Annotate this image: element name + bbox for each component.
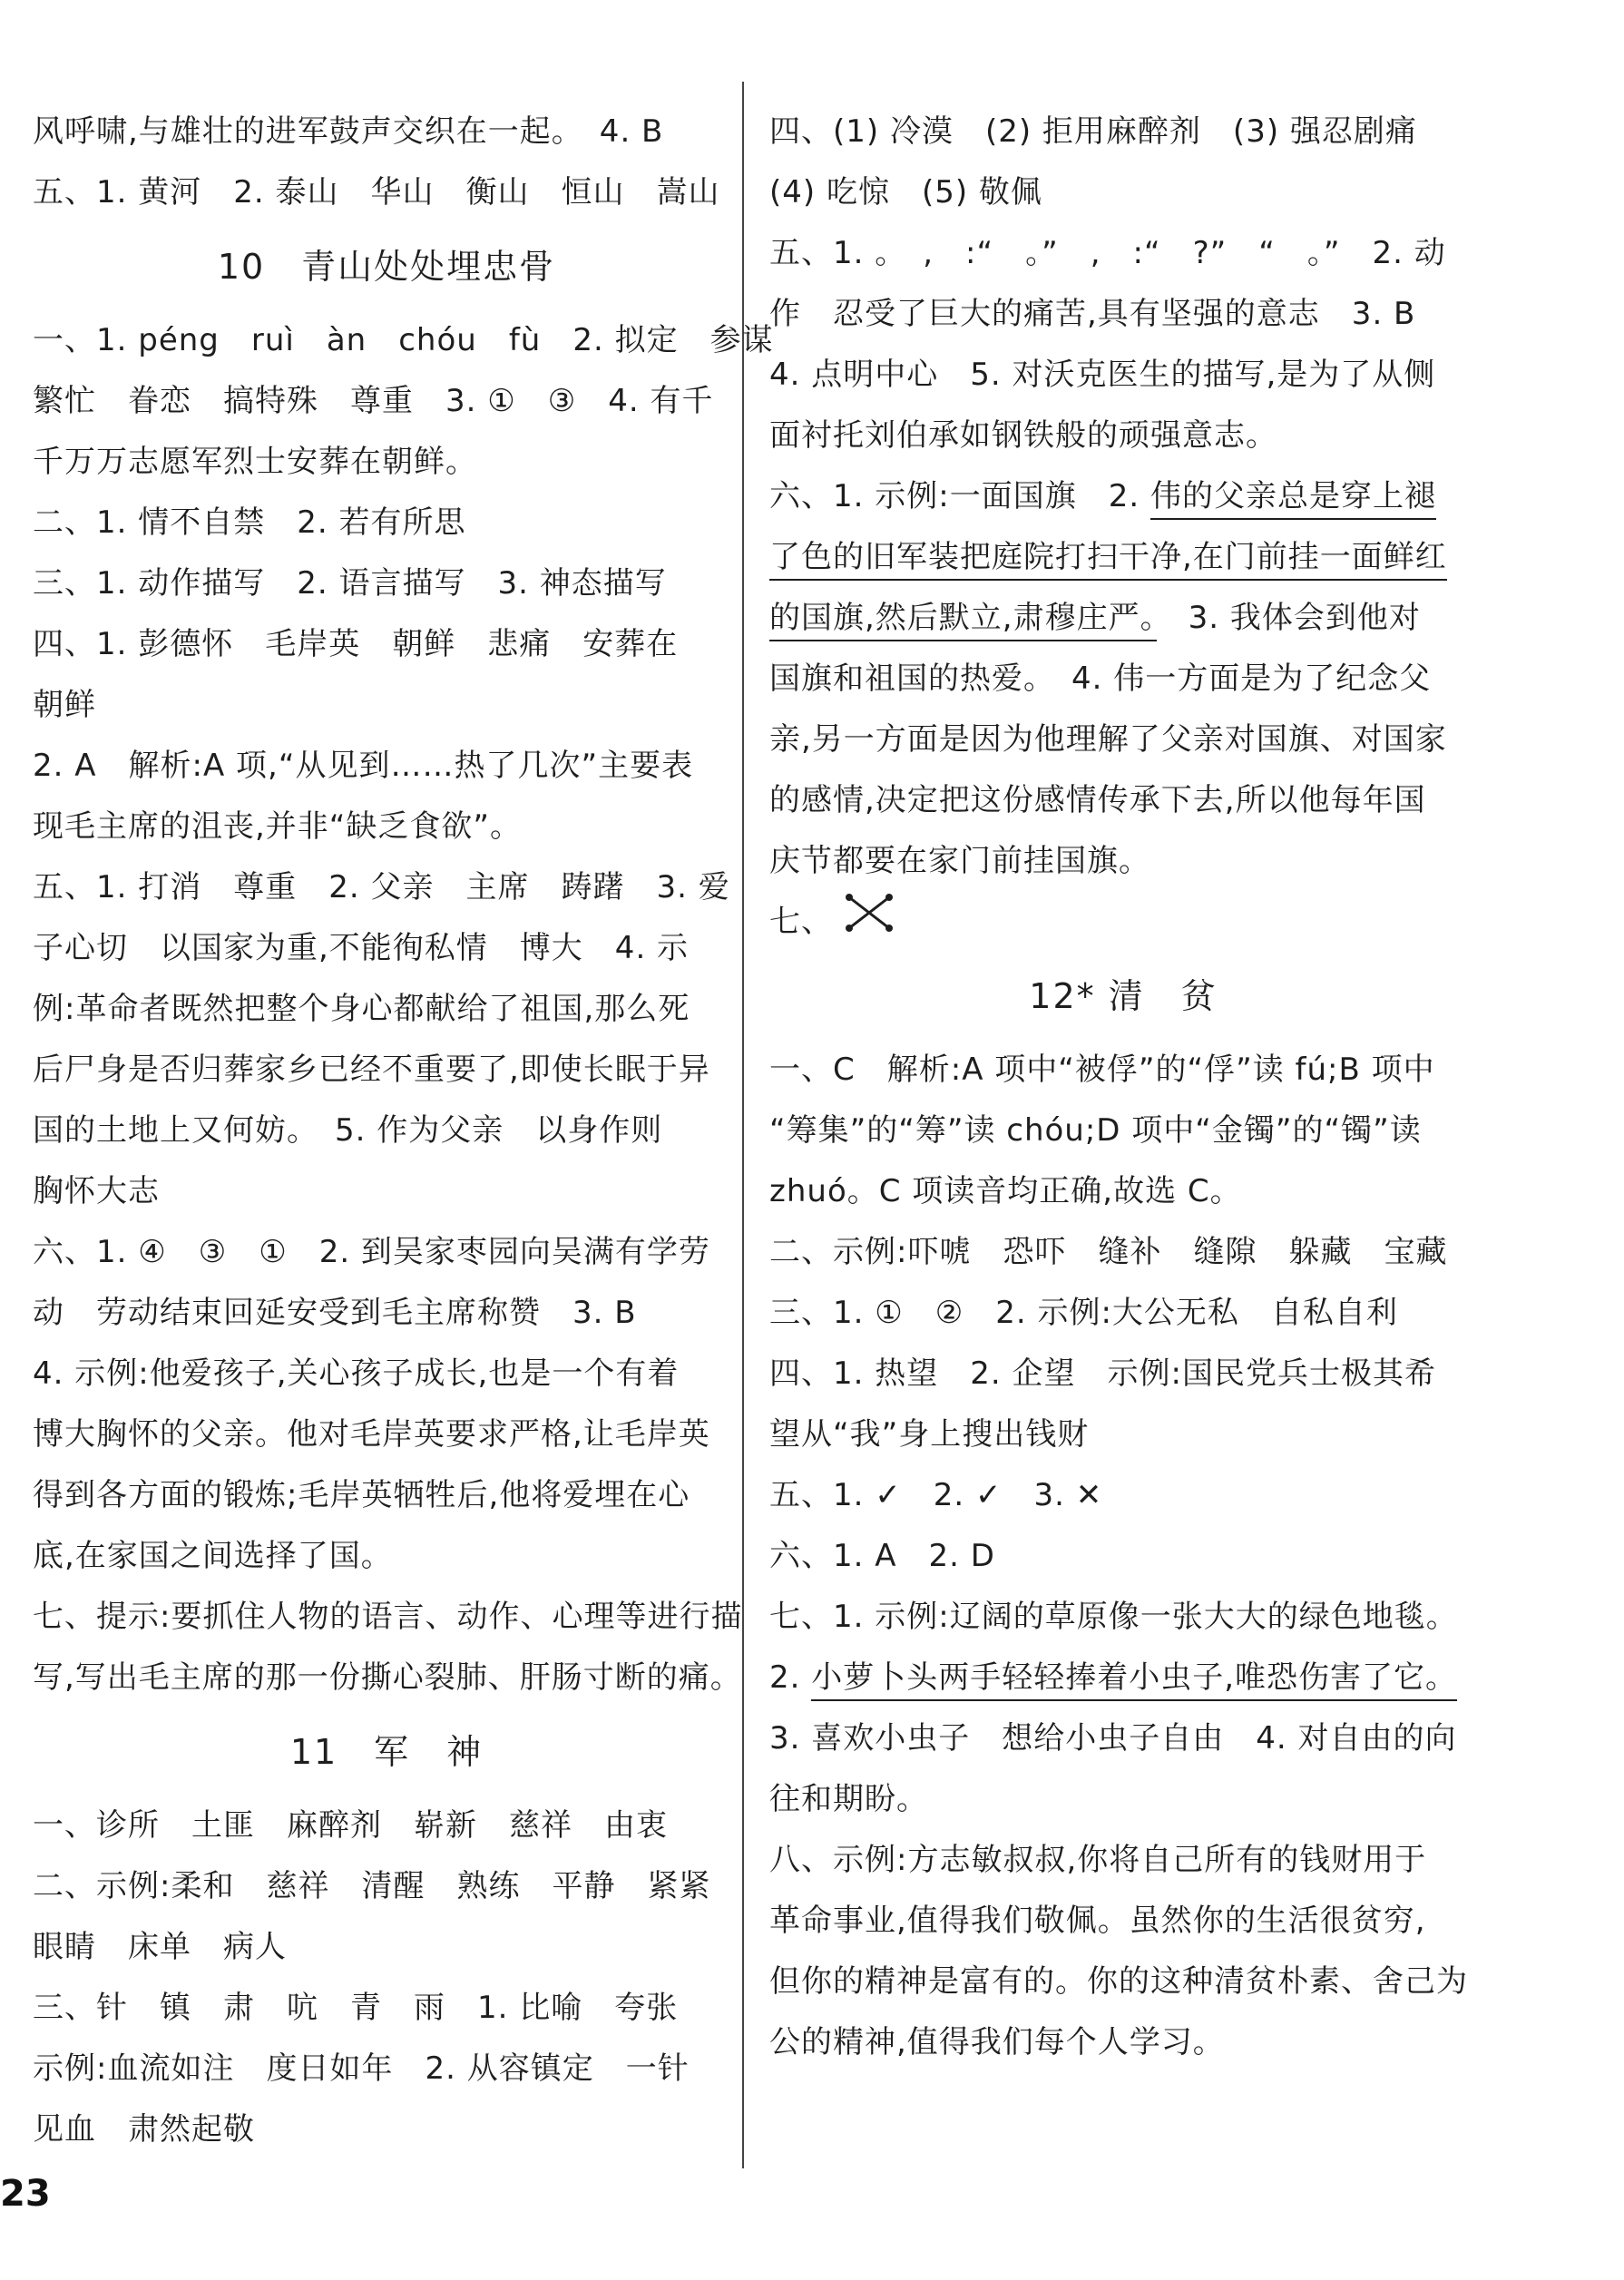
text-line: 国的土地上又何妨。 5. 作为父亲 以身作则 <box>33 1112 663 1149</box>
text-line: 五、1. 黄河 2. 泰山 华山 衡山 恒山 嵩山 <box>33 174 720 210</box>
text-line: 千万万志愿军烈士安葬在朝鲜。 <box>33 444 477 480</box>
answer-prefix: 2. <box>769 1659 812 1696</box>
text-line <box>769 588 1477 649</box>
text-line: 国旗和祖国的热爱。 4. 伟一方面是为了纪念父 <box>769 661 1432 697</box>
text-line: (4) 吃惊 (5) 敬佩 <box>769 174 1042 210</box>
text-line <box>769 1648 1477 1708</box>
text-line: 三、针 镇 肃 吭 青 雨 1. 比喻 夸张 <box>33 1990 679 2026</box>
text-line: zhuó。C 项读音均正确,故选 C。 <box>769 1173 1242 1209</box>
text-line: 4. 点明中心 5. 对沃克医生的描写,是为了从侧 <box>769 357 1436 393</box>
text-line: 二、示例:吓唬 恐吓 缝补 缝隙 躲藏 宝藏 <box>769 1234 1448 1270</box>
text-line: 得到各方面的锻炼;毛岸英牺牲后,他将爱埋在心 <box>33 1477 690 1513</box>
underlined-sentence: 伟的父亲总是穿上褪 <box>1150 478 1436 520</box>
text-line: 一、C 解析:A 项中“被俘”的“俘”读 fú;B 项中 <box>769 1052 1435 1088</box>
lesson-12-title: 12* 清 贫 <box>1029 976 1218 1016</box>
text-line: 五、1. 打消 尊重 2. 父亲 主席 踌躇 3. 爱 <box>33 869 730 905</box>
text-line: 五、1. 。 , :“ 。” , :“ ?” “ 。” 2. 动 <box>769 235 1446 271</box>
text-line: 革命事业,值得我们敬佩。虽然你的生活很贫穷, <box>769 1903 1426 1939</box>
underlined-sentence: 了色的旧军装把庭院打扫干净,在门前挂一面鲜红 <box>769 539 1447 581</box>
text-line: 例:革命者既然把整个身心都献给了祖国,那么死 <box>33 991 690 1027</box>
text-line: 博大胸怀的父亲。他对毛岸英要求严格,让毛岸英 <box>33 1416 710 1453</box>
text-line: 五、1. ✓ 2. ✓ 3. ✕ <box>769 1477 1103 1513</box>
text-line: 亲,另一方面是因为他理解了父亲对国旗、对国家 <box>769 721 1447 758</box>
text-line: 一、1. péng ruì àn chóu fù 2. 拟定 参谋 <box>33 322 774 358</box>
text-line: 的感情,决定把这份感情传承下去,所以他每年国 <box>769 782 1426 818</box>
text-line: 三、1. ① ② 2. 示例:大公无私 自私自利 <box>769 1295 1398 1331</box>
text-line: 作 忍受了巨大的痛苦,具有坚强的意志 3. B <box>769 296 1416 332</box>
text-line: 三、1. 动作描写 2. 语言描写 3. 神态描写 <box>33 565 667 602</box>
text-line <box>769 892 1477 953</box>
lesson-10-title: 10 青山处处埋忠骨 <box>217 247 556 287</box>
text-line: 六、1. A 2. D <box>769 1538 995 1574</box>
text-line: 4. 示例:他爱孩子,关心孩子成长,也是一个有着 <box>33 1355 680 1392</box>
text-line: 风呼啸,与雄壮的进军鼓声交织在一起。 4. B <box>33 113 664 150</box>
text-line: 示例:血流如注 度日如年 2. 从容镇定 一针 <box>33 2050 690 2087</box>
answer-six-1: 六、1. 示例:一面国旗 2. <box>769 478 1150 514</box>
text-line: “筹集”的“筹”读 chóu;D 项中“金镯”的“镯”读 <box>769 1112 1422 1149</box>
page-number: 23 <box>0 2173 51 2215</box>
text-line: 眼睛 床单 病人 <box>33 1929 287 1965</box>
text-line: 子心切 以国家为重,不能徇私情 博大 4. 示 <box>33 930 690 966</box>
text-line: 望从“我”身上搜出钱财 <box>769 1416 1090 1453</box>
answer-six-3: 3. 我体会到他对 <box>1156 600 1421 636</box>
text-line: 朝鲜 <box>33 687 96 723</box>
text-line: 二、1. 情不自禁 2. 若有所思 <box>33 504 466 541</box>
text-line: 见血 肃然起敬 <box>33 2111 255 2148</box>
text-line: 繁忙 眷恋 搞特殊 尊重 3. ① ③ 4. 有千 <box>33 383 714 419</box>
text-line: 动 劳动结束回延安受到毛主席称赞 3. B <box>33 1295 637 1331</box>
text-line: 庆节都要在家门前挂国旗。 <box>769 843 1150 879</box>
right-column <box>769 102 1477 2073</box>
crossed-lines-icon <box>844 892 895 954</box>
text-line: 四、(1) 冷漠 (2) 拒用麻醉剂 (3) 强忍剧痛 <box>769 113 1417 150</box>
text-line: 一、诊所 土匪 麻醉剂 崭新 慈祥 由衷 <box>33 1807 668 1844</box>
text-line: 现毛主席的沮丧,并非“缺乏食欲”。 <box>33 808 523 845</box>
text-line: 胸怀大志 <box>33 1173 160 1209</box>
text-line: 四、1. 热望 2. 企望 示例:国民党兵士极其希 <box>769 1355 1436 1392</box>
text-line: 面衬托刘伯承如钢铁般的顽强意志。 <box>769 417 1277 454</box>
text-line: 3. 喜欢小虫子 想给小虫子自由 4. 对自由的向 <box>769 1720 1457 1756</box>
text-line: 七、1. 示例:辽阔的草原像一张大大的绿色地毯。 <box>769 1599 1458 1635</box>
text-line: 往和期盼。 <box>769 1781 928 1817</box>
text-line: 七、提示:要抓住人物的语言、动作、心理等进行描 <box>33 1599 743 1635</box>
answer-seven-label: 七、 <box>769 904 833 940</box>
text-line: 底,在家国之间选择了国。 <box>33 1538 393 1574</box>
left-column <box>33 102 774 2160</box>
lesson-11-title: 11 军 神 <box>289 1732 484 1772</box>
text-line: 公的精神,值得我们每个人学习。 <box>769 2024 1225 2060</box>
text-line: 六、1. ④ ③ ① 2. 到吴家枣园向吴满有学劳 <box>33 1234 710 1270</box>
column-divider <box>742 82 744 2168</box>
text-line: 八、示例:方志敏叔叔,你将自己所有的钱财用于 <box>769 1842 1427 1878</box>
text-line: 四、1. 彭德怀 毛岸英 朝鲜 悲痛 安葬在 <box>33 626 679 662</box>
text-line: 后尸身是否归葬家乡已经不重要了,即使长眠于异 <box>33 1052 710 1088</box>
underlined-sentence: 小萝卜头两手轻轻捧着小虫子,唯恐伤害了它。 <box>811 1659 1457 1701</box>
text-line: 但你的精神是富有的。你的这种清贫朴素、舍己为 <box>769 1963 1468 2000</box>
text-line: 2. A 解析:A 项,“从见到……热了几次”主要表 <box>33 748 694 784</box>
text-line: 二、示例:柔和 慈祥 清醒 熟练 平静 紧紧 <box>33 1868 711 1904</box>
text-line: 写,写出毛主席的那一份撕心裂肺、肝肠寸断的痛。 <box>33 1659 742 1696</box>
text-line <box>769 527 1477 588</box>
underlined-sentence: 的国旗,然后默立,肃穆庄严。 <box>769 600 1157 641</box>
text-line <box>769 466 1477 527</box>
